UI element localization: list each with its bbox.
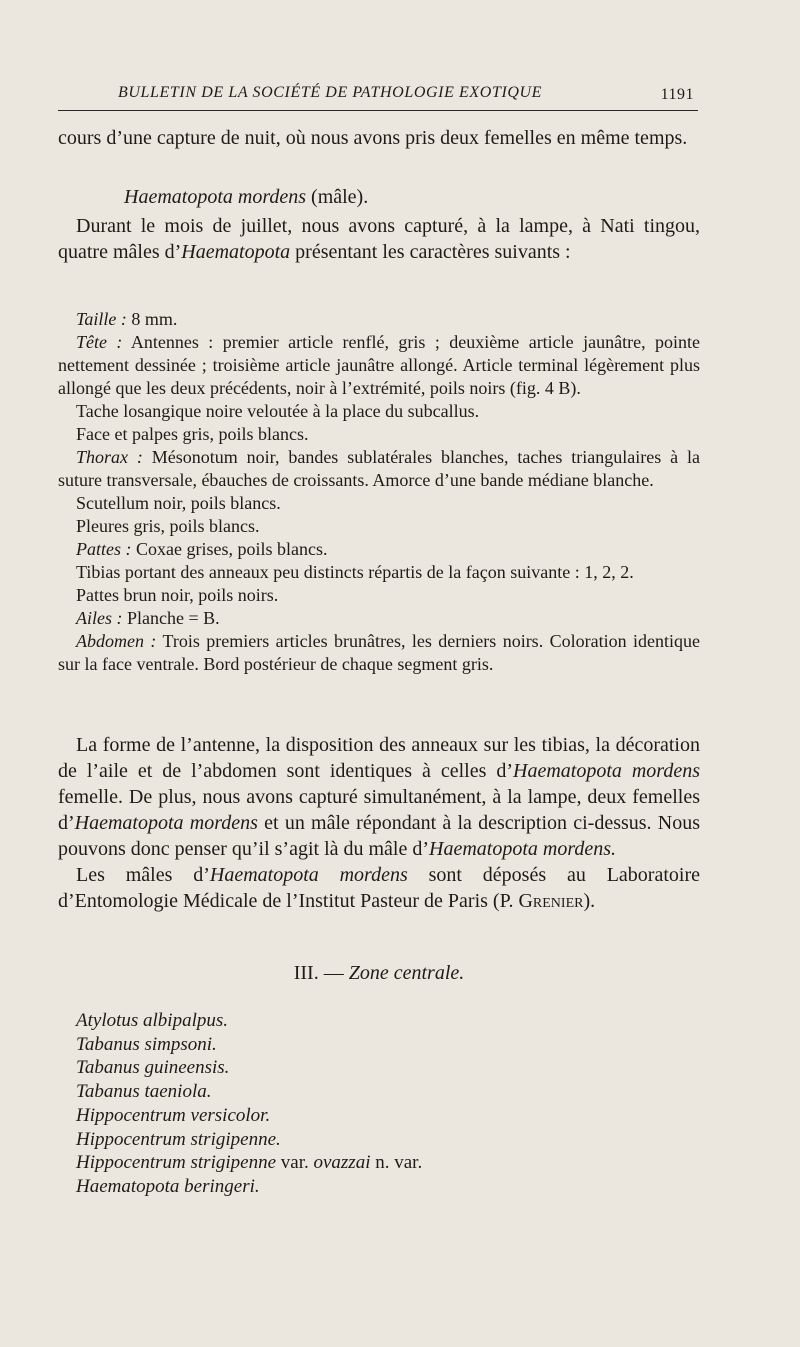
species-heading-name: Haematopota mordens — [124, 186, 307, 208]
variety-suffix: n. var. — [370, 1152, 423, 1174]
intro-text-a: Durant le mois de juillet, nous avons capturé, à la lampe, à Nati tingou, quatre mâles d’ — [58, 215, 700, 263]
page-number: 1191 — [660, 86, 694, 103]
thorax-label: Thorax : — [76, 447, 143, 467]
discussion-block — [58, 732, 700, 914]
deposit-text-c: ). — [583, 890, 596, 912]
tete-paragraph — [58, 331, 700, 400]
deposit-text-a: Les mâles d’ — [76, 864, 210, 886]
discussion-paragraph-1 — [58, 732, 700, 862]
species-item: Haematopota beringeri. — [76, 1175, 260, 1197]
variety-word: var. — [276, 1152, 314, 1174]
continuation-paragraph — [58, 125, 700, 151]
species-item: Tabanus guineensis. — [76, 1057, 230, 1079]
pattes-text: Coxae grises, poils blancs. — [131, 539, 328, 559]
tete-text: Antennes : premier article renflé, gris ; deuxième article jaunâtre, pointe nettement dessinée ; troisième article jaunâtre allongé. Article terminal légèrement plus allongé que les deux précédents, noir à l’extrémité, poils noirs (fig. 4 B). — [58, 332, 700, 398]
discussion-paragraph-2 — [58, 862, 700, 914]
discussion-species-1: Haematopota mordens — [513, 760, 700, 782]
pattes-line — [58, 538, 700, 561]
discussion-text-a: La forme de l’antenne, la disposition des anneaux sur les tibias, la décoration de l’aile et de l’abdomen sont identiques à celles d’ — [58, 734, 700, 782]
discussion-text-c: et un mâle répondant à la description ci-dessus. Nous pouvons donc penser qu’il s’agit là du mâle d’ — [58, 812, 701, 860]
continuation-text: cours d’une capture de nuit, où nous avons pris deux femelles en même temps. — [58, 127, 688, 149]
section-title: Zone centrale. — [348, 962, 465, 984]
species-list — [76, 1009, 676, 1199]
deposit-text-b: sont déposés au Laboratoire d’Entomologie Médicale de l’Institut Pasteur de Paris (P. — [58, 864, 700, 912]
ailes-label: Ailes : — [76, 608, 123, 628]
deposit-species: Haematopota mordens — [209, 864, 408, 886]
tibias-paragraph: Tibias portant des anneaux peu distincts répartis de la façon suivante : 1, 2, 2. — [76, 562, 634, 582]
face-line: Face et palpes gris, poils blancs. — [76, 424, 309, 444]
taille-line — [58, 308, 700, 331]
taille-value: 8 mm. — [126, 309, 178, 329]
deposit-author: Grenier — [518, 890, 584, 912]
thorax-paragraph — [58, 446, 700, 492]
ailes-line — [58, 607, 700, 630]
intro-paragraph — [58, 213, 700, 265]
abdomen-text: Trois premiers articles brunâtres, les derniers noirs. Coloration identique sur la face ventrale. Bord postérieur de chaque segment gris. — [58, 631, 700, 674]
species-item: Tabanus taeniola. — [76, 1081, 212, 1103]
species-item: Hippocentrum versicolor. — [76, 1104, 271, 1126]
variety-species-name: Hippocentrum strigipenne — [76, 1152, 277, 1174]
abdomen-paragraph — [58, 630, 700, 676]
thorax-text: Mésonotum noir, bandes sublatérales blanches, taches triangulaires à la suture transversale, ébauches de croissants. Amorce d’une bande médiane blanche. — [58, 447, 700, 490]
intro-text-b: présentant les caractères suivants : — [290, 241, 571, 263]
ailes-text: Planche = B. — [122, 608, 220, 628]
species-item-variety — [76, 1151, 676, 1175]
discussion-species-3: Haematopota mordens. — [429, 838, 617, 860]
discussion-species-2: Haematopota mordens — [74, 812, 258, 834]
tache-line: Tache losangique noire veloutée à la place du subcallus. — [76, 401, 480, 421]
intro-genus: Haematopota — [181, 241, 291, 263]
species-item: Tabanus simpsoni. — [76, 1033, 217, 1055]
taille-label: Taille : — [76, 309, 127, 329]
variety-name: ovazzai — [313, 1152, 371, 1174]
description-block — [58, 308, 700, 676]
pattes-brun-line: Pattes brun noir, poils noirs. — [76, 585, 279, 605]
pattes-label: Pattes : — [76, 539, 132, 559]
running-title: BULLETIN DE LA SOCIÉTÉ DE PATHOLOGIE EXOTIQUE — [118, 84, 543, 101]
section-heading — [58, 960, 700, 986]
scutellum-line: Scutellum noir, poils blancs. — [76, 493, 281, 513]
species-heading — [58, 184, 700, 210]
running-header — [58, 80, 698, 111]
species-item: Hippocentrum strigipenne. — [76, 1128, 281, 1150]
abdomen-label: Abdomen : — [76, 631, 157, 651]
pleures-line: Pleures gris, poils blancs. — [76, 516, 260, 536]
species-heading-sex: (mâle). — [306, 186, 369, 208]
species-item: Atylotus albipalpus. — [76, 1010, 228, 1031]
tete-label: Tête : — [76, 332, 123, 352]
section-number: III. — — [293, 962, 349, 984]
discussion-text-b: femelle. De plus, nous avons capturé simultanément, à la lampe, deux femelles d’ — [58, 786, 700, 834]
